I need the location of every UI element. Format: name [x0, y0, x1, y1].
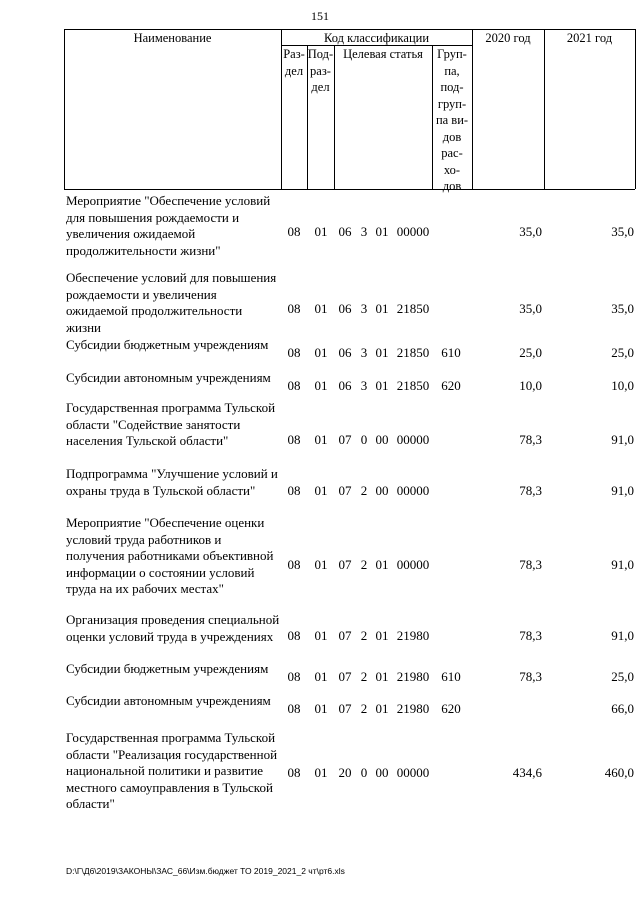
- page-number: 151: [311, 9, 329, 23]
- header-gruppa-line: Груп-: [437, 47, 467, 61]
- header-year-2020: 2020 год: [485, 31, 531, 45]
- row-code-pr: 01: [314, 628, 328, 643]
- row-code-c2: 3: [360, 224, 368, 239]
- row-code-rz: 08: [287, 483, 301, 498]
- row-code-c1: 07: [338, 432, 352, 447]
- row-code-c1: 20: [338, 765, 352, 780]
- row-name: Подпрограмма "Улучшение условий и охраны труда в Тульской области": [66, 466, 278, 498]
- header-gruppa-line: па,: [444, 63, 460, 78]
- header-gruppa-line: хо-: [443, 162, 461, 177]
- row-code-c1: 06: [338, 378, 352, 393]
- row-code-pr: 01: [314, 378, 328, 393]
- row-value-2020: 434,6: [512, 765, 542, 780]
- row-code-c2: 0: [360, 765, 368, 780]
- row-code-c1: 07: [338, 628, 352, 643]
- row-code-c2: 2: [360, 669, 368, 684]
- row-code-c4: 21850: [396, 378, 430, 393]
- header-podrazdel-line: раз-: [310, 63, 331, 78]
- row-name: Мероприятие "Обеспечение оценки условий труда работников и получения работниками объективной информации о состоянии условий труда на их рабочих местах": [66, 515, 274, 596]
- row-code-c4: 00000: [396, 432, 430, 447]
- row-code-c1: 06: [338, 301, 352, 316]
- row-code-vr: 620: [441, 378, 461, 393]
- row-code-c4: 00000: [396, 224, 430, 239]
- row-code-vr: 610: [441, 345, 461, 360]
- row-code-rz: 08: [287, 557, 301, 572]
- row-code-c2: 0: [360, 432, 368, 447]
- row-code-c3: 01: [375, 378, 389, 393]
- row-value-2020: 35,0: [519, 224, 542, 239]
- row-code-pr: 01: [314, 669, 328, 684]
- row-code-rz: 08: [287, 628, 301, 643]
- col-border-2020: [544, 29, 545, 189]
- row-value-2020: 25,0: [519, 345, 542, 360]
- row-name: Мероприятие "Обеспечение условий для повышения рождаемости и увеличения ожидаемой продолжительности жизни": [66, 193, 271, 258]
- row-value-2021: 35,0: [611, 224, 634, 239]
- row-code-rz: 08: [287, 345, 301, 360]
- row-value-2020: 78,3: [519, 557, 542, 572]
- row-code-rz: 08: [287, 301, 301, 316]
- row-value-2020: 78,3: [519, 432, 542, 447]
- row-code-rz: 08: [287, 669, 301, 684]
- row-value-2020: 10,0: [519, 378, 542, 393]
- row-value-2020: 78,3: [519, 483, 542, 498]
- row-code-c2: 2: [360, 628, 368, 643]
- col-border-gruppa: [472, 29, 473, 189]
- row-code-c1: 06: [338, 224, 352, 239]
- row-value-2021: 460,0: [604, 765, 634, 780]
- col-border-left: [64, 29, 65, 189]
- row-code-c3: 01: [375, 301, 389, 316]
- row-code-c3: 01: [375, 628, 389, 643]
- row-code-pr: 01: [314, 701, 328, 716]
- row-code-rz: 08: [287, 378, 301, 393]
- row-code-pr: 01: [314, 301, 328, 316]
- row-value-2020: 78,3: [519, 628, 542, 643]
- row-code-vr: 620: [441, 701, 461, 716]
- row-code-c3: 01: [375, 701, 389, 716]
- row-code-c3: 01: [375, 557, 389, 572]
- row-code-c2: 3: [360, 378, 368, 393]
- header-razdel-line: Раз-: [283, 47, 305, 61]
- row-code-c1: 07: [338, 669, 352, 684]
- row-name: Обеспечение условий для повышения рождаемости и увеличения ожидаемой продолжительности жизни: [66, 270, 277, 335]
- row-code-rz: 08: [287, 701, 301, 716]
- row-code-c2: 3: [360, 301, 368, 316]
- file-path-footer: D:\Г\Д6\2019\ЗАКОНЫ\ЗАС_66\Изм.бюджет ТО 2019_2021_2 чт\рт6.xls: [66, 866, 345, 876]
- row-code-rz: 08: [287, 224, 301, 239]
- header-gruppa-line: груп-: [437, 96, 467, 111]
- header-podrazdel-line: дел: [311, 80, 330, 94]
- col-border-right: [635, 29, 636, 189]
- row-name: Субсидии автономным учреждениям: [66, 370, 271, 385]
- row-code-c2: 2: [360, 701, 368, 716]
- row-code-rz: 08: [287, 765, 301, 780]
- row-code-c2: 2: [360, 483, 368, 498]
- header-gruppa-line: рас-: [441, 146, 463, 160]
- row-code-c3: 01: [375, 669, 389, 684]
- row-code-c1: 07: [338, 483, 352, 498]
- row-code-pr: 01: [314, 345, 328, 360]
- header-gruppa-line: под-: [440, 80, 464, 94]
- header-podrazdel-line: Под-: [307, 47, 334, 61]
- header-gruppa-line: па ви-: [435, 113, 469, 127]
- row-name: Субсидии автономным учреждениям: [66, 693, 271, 708]
- row-code-c4: 21980: [396, 701, 430, 716]
- row-code-c4: 00000: [396, 557, 430, 572]
- row-code-c2: 3: [360, 345, 368, 360]
- row-code-vr: 610: [441, 669, 461, 684]
- row-code-c3: 00: [375, 432, 389, 447]
- header-celevaya: Целевая статья: [343, 47, 423, 61]
- row-value-2021: 25,0: [611, 669, 634, 684]
- row-value-2021: 66,0: [611, 701, 634, 716]
- row-value-2021: 10,0: [611, 378, 634, 393]
- row-name: Организация проведения специальной оценки условий труда в учреждениях: [66, 612, 280, 644]
- header-gruppa-line: дов: [442, 179, 462, 193]
- row-name: Субсидии бюджетным учреждениям: [66, 661, 269, 676]
- row-name: Субсидии бюджетным учреждениям: [66, 337, 269, 352]
- row-value-2021: 91,0: [611, 628, 634, 643]
- row-code-c3: 00: [375, 483, 389, 498]
- row-value-2021: 35,0: [611, 301, 634, 316]
- row-code-pr: 01: [314, 432, 328, 447]
- row-name: Государственная программа Тульской области "Реализация государственной национальной политики и развитие местного самоуправления в Тульской области": [66, 730, 278, 811]
- header-year-2021: 2021 год: [566, 31, 613, 45]
- row-name: Государственная программа Тульской области "Содействие занятости населения Тульской области": [66, 400, 276, 448]
- row-code-c4: 21850: [396, 301, 430, 316]
- header-gruppa-line: дов: [442, 129, 462, 144]
- row-value-2021: 91,0: [611, 483, 634, 498]
- header-classification: Код классификации: [323, 31, 430, 45]
- row-code-c3: 00: [375, 765, 389, 780]
- header-bottom-border: [64, 189, 635, 190]
- row-code-pr: 01: [314, 224, 328, 239]
- col-border-podrazdel: [334, 45, 335, 189]
- row-code-c4: 00000: [396, 483, 430, 498]
- row-value-2020: 35,0: [519, 301, 542, 316]
- header-razdel: [281, 46, 307, 79]
- row-value-2021: 91,0: [611, 432, 634, 447]
- row-code-c4: 21850: [396, 345, 430, 360]
- row-code-c1: 06: [338, 345, 352, 360]
- row-code-pr: 01: [314, 765, 328, 780]
- row-code-c1: 07: [338, 557, 352, 572]
- header-name: Наименование: [133, 31, 212, 45]
- row-value-2020: 78,3: [519, 669, 542, 684]
- row-code-c4: 00000: [396, 765, 430, 780]
- row-value-2021: 25,0: [611, 345, 634, 360]
- row-code-c4: 21980: [396, 628, 430, 643]
- header-podrazdel: [307, 46, 334, 96]
- row-code-rz: 08: [287, 432, 301, 447]
- row-code-pr: 01: [314, 483, 328, 498]
- row-value-2021: 91,0: [611, 557, 634, 572]
- row-code-c3: 01: [375, 224, 389, 239]
- header-gruppa: [432, 46, 472, 195]
- row-code-c2: 2: [360, 557, 368, 572]
- row-code-c4: 21980: [396, 669, 430, 684]
- row-code-c3: 01: [375, 345, 389, 360]
- header-razdel-line: дел: [284, 63, 304, 78]
- row-code-pr: 01: [314, 557, 328, 572]
- row-code-c1: 07: [338, 701, 352, 716]
